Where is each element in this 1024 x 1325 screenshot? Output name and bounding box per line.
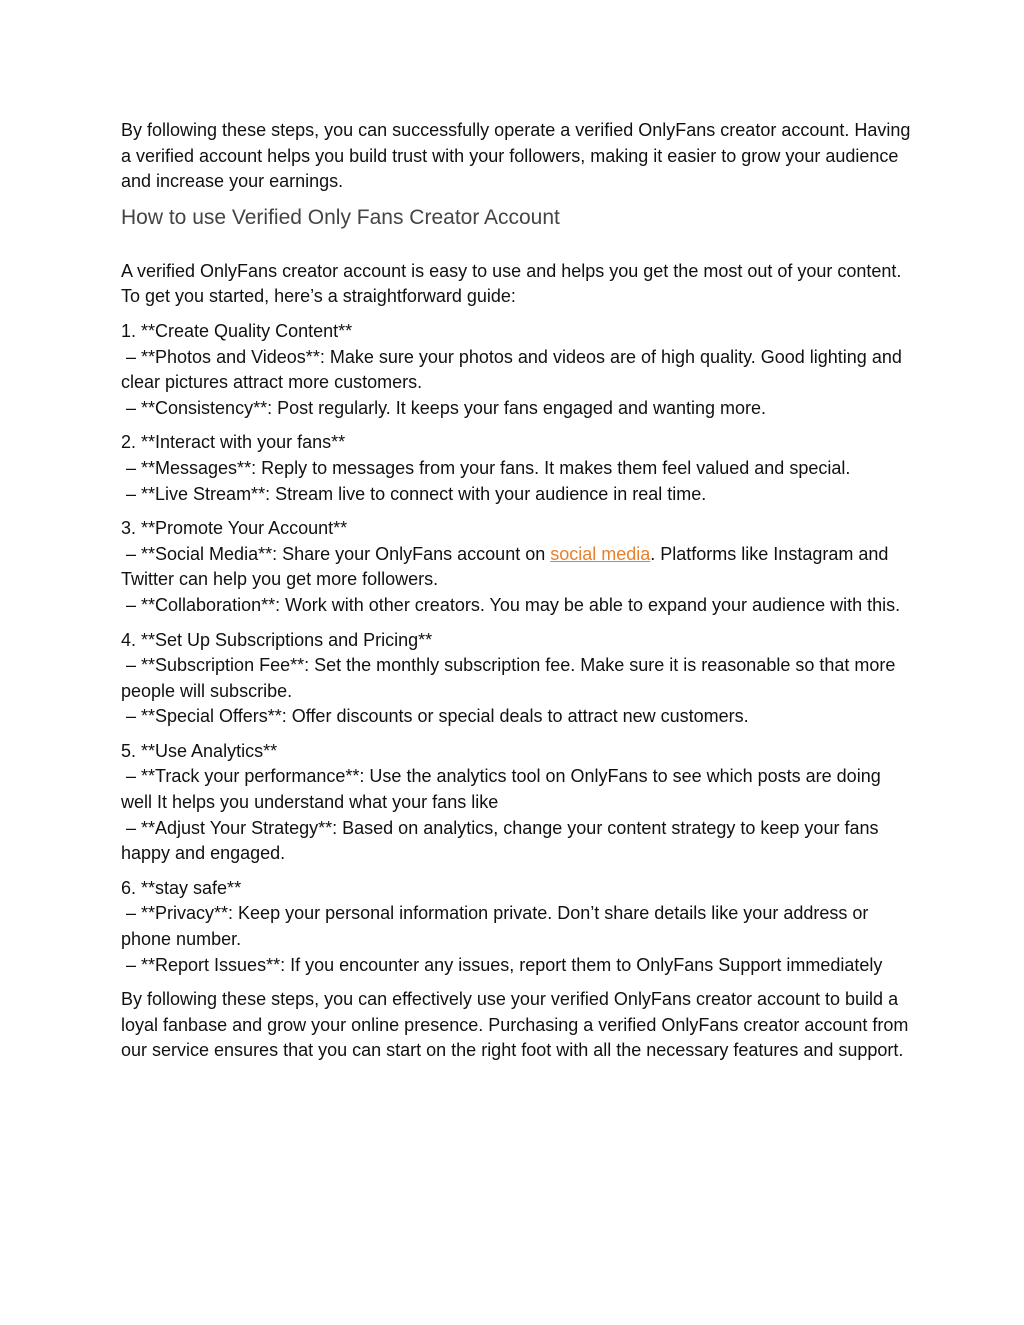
step-bullet-with-link (121, 542, 911, 593)
social-media-link[interactable]: social media (550, 543, 651, 564)
step-bullet: – **Privacy**: Keep your personal information private. Don’t share details like your address or phone number. (121, 903, 869, 950)
intro-paragraph: By following these steps, you can successfully operate a verified OnlyFans creator account. Having a verified account helps you build trust with your followers, making it easier to grow your audience and increase your earnings. (121, 120, 911, 192)
step-1 (121, 319, 911, 421)
step-bullet: – **Live Stream**: Stream live to connect with your audience in real time. (121, 483, 707, 504)
step-title: 2. **Interact with your fans** (121, 432, 346, 453)
step-bullet: – **Consistency**: Post regularly. It keeps your fans engaged and wanting more. (121, 397, 767, 418)
bullet-text-after-link: . Platforms like Instagram and Twitter can help you get more followers. (121, 543, 889, 590)
step-6 (121, 876, 911, 978)
step-5 (121, 739, 911, 867)
step-bullet: – **Track your performance**: Use the analytics tool on OnlyFans to see which posts are doing well It helps you understand what your fans like (121, 766, 881, 813)
outro-paragraph: By following these steps, you can effectively use your verified OnlyFans creator account to build a loyal fanbase and grow your online presence. Purchasing a verified OnlyFans creator account from our service ensures that you can start on the right foot with all the necessary features and support. (121, 989, 909, 1061)
step-bullet: – **Photos and Videos**: Make sure your photos and videos are of high quality. Good lighting and clear pictures attract more customers. (121, 346, 902, 393)
step-bullet: – **Subscription Fee**: Set the monthly subscription fee. Make sure it is reasonable so that more people will subscribe. (121, 655, 896, 701)
section-heading: How to use Verified Only Fans Creator Account (121, 205, 560, 229)
step-bullet: – **Report Issues**: If you encounter any issues, report them to OnlyFans Support immediately (121, 954, 883, 975)
step-3 (121, 516, 911, 618)
step-2 (121, 430, 911, 507)
step-title: 1. **Create Quality Content** (121, 320, 353, 341)
step-title: 5. **Use Analytics** (121, 740, 278, 761)
step-title: 3. **Promote Your Account** (121, 518, 348, 539)
step-bullet: – **Adjust Your Strategy**: Based on analytics, change your content strategy to keep your fans happy and engaged. (121, 817, 879, 864)
step-title: 6. **stay safe** (121, 877, 242, 898)
step-bullet: – **Special Offers**: Offer discounts or special deals to attract new customers. (121, 706, 749, 727)
document-page (121, 118, 911, 1064)
lead-paragraph: A verified OnlyFans creator account is easy to use and helps you get the most out of your content. To get you started, here’s a straightforward guide: (121, 260, 902, 307)
step-bullet: – **Collaboration**: Work with other creators. You may be able to expand your audience with this. (121, 594, 901, 615)
step-4 (121, 628, 911, 730)
step-title: 4. **Set Up Subscriptions and Pricing** (121, 629, 433, 650)
bullet-text-before-link: – **Social Media**: Share your OnlyFans account on (121, 543, 551, 564)
step-bullet: – **Messages**: Reply to messages from your fans. It makes them feel valued and special. (121, 457, 851, 478)
